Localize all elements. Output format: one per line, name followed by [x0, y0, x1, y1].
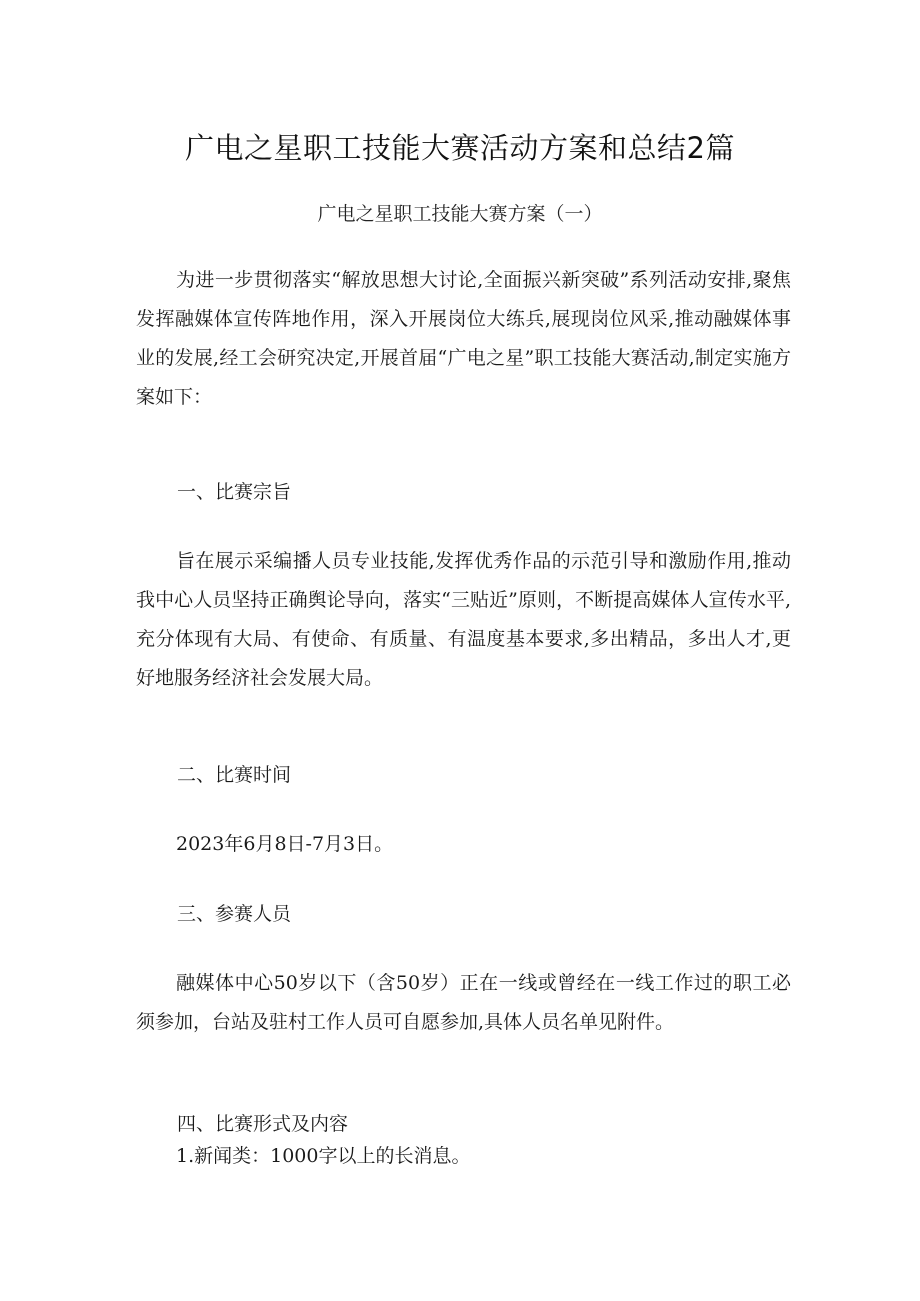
- section-heading-purpose: 一、比赛宗旨: [177, 481, 292, 503]
- section-body-purpose: 旨在展示采编播人员专业技能,发挥优秀作品的示范引导和激励作用,推动我中心人员坚持正确舆论导向，落实“三贴近”原则，不断提高媒体人宣传水平,充分体现有大局、有使命、有质量、有温度基本要求,多出精品，多出人才,更好地服务经济社会发展大局。: [136, 550, 791, 689]
- section-heading-format: 四、比赛形式及内容: [177, 1113, 349, 1135]
- section-body-time: 2023年6月8日-7月3日。: [176, 833, 394, 855]
- intro-paragraph: 为进一步贯彻落实“解放思想大讨论,全面振兴新突破”系列活动安排,聚焦发挥融媒体宣传阵地作用，深入开展岗位大练兵,展现岗位风采,推动融媒体事业的发展,经工会研究决定,开展首届“广电之星”职工技能大赛活动,制定实施方案如下：: [136, 269, 791, 408]
- section-body-participants: 融媒体中心50岁以下（含50岁）正在一线或曾经在一线工作过的职工必须参加，台站及驻村工作人员可自愿参加,具体人员名单见附件。: [136, 972, 791, 1033]
- document-title: 广电之星职工技能大赛活动方案和总结2篇: [185, 131, 735, 165]
- section-heading-time: 二、比赛时间: [177, 764, 292, 786]
- document-subtitle: 广电之星职工技能大赛方案（一）: [317, 203, 603, 225]
- section-body-format: 1.新闻类：1000字以上的长消息。: [176, 1145, 471, 1167]
- section-heading-participants: 三、参赛人员: [177, 903, 292, 925]
